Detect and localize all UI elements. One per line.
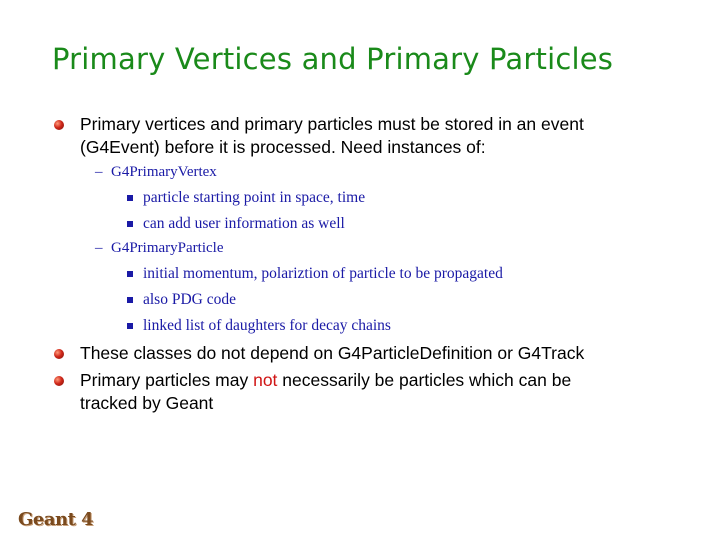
bullet-2-text: These classes do not depend on G4ParticleDefinition or G4Track	[80, 343, 585, 363]
geant4-logo: Geant 4	[18, 509, 94, 530]
bullet-3-highlight: not	[253, 370, 278, 390]
bullet-3	[80, 369, 571, 415]
square-bullet-icon	[127, 297, 133, 303]
slide-title: Primary Vertices and Primary Particles	[52, 42, 614, 76]
bullet-icon	[54, 120, 64, 130]
detail-text: particle starting point in space, time	[143, 189, 366, 206]
detail-text: can add user information as well	[143, 215, 345, 232]
bullet-3-line1	[80, 369, 571, 392]
dash-icon: –	[95, 164, 103, 180]
sub-item-label: G4PrimaryParticle	[111, 240, 224, 256]
square-bullet-icon	[127, 221, 133, 227]
bullet-1-line2: (G4Event) before it is processed. Need instances of:	[80, 137, 486, 157]
bullet-2	[80, 342, 584, 365]
detail-text: initial momentum, polariztion of particle to be propagated	[143, 265, 503, 282]
detail-text: linked list of daughters for decay chains	[143, 317, 391, 334]
square-bullet-icon	[127, 195, 133, 201]
bullet-icon	[54, 376, 64, 386]
bullet-1	[80, 113, 584, 159]
bullet-3-line2: tracked by Geant	[80, 393, 214, 413]
bullet-3-text-before: Primary particles may	[80, 370, 254, 390]
bullet-icon	[54, 349, 64, 359]
bullet-3-text-after: necessarily be particles which can be	[277, 370, 572, 390]
square-bullet-icon	[127, 323, 133, 329]
detail-text: also PDG code	[143, 291, 236, 308]
dash-icon: –	[95, 240, 103, 256]
bullet-1-line1: Primary vertices and primary particles must be stored in an event	[80, 114, 584, 134]
sub-item-label: G4PrimaryVertex	[111, 164, 217, 180]
square-bullet-icon	[127, 271, 133, 277]
